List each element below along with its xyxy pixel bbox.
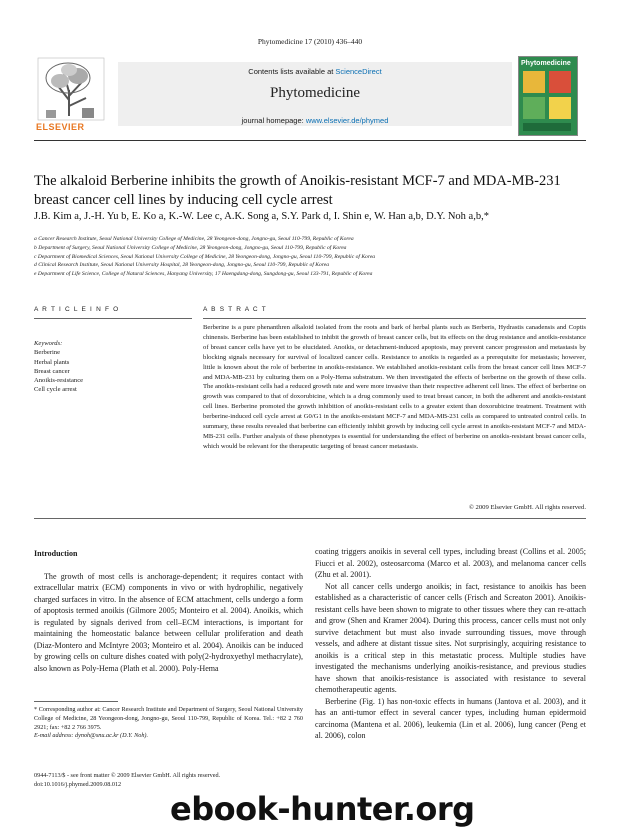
journal-reference: Phytomedicine 17 (2010) 436–440 — [257, 37, 363, 46]
contents-line — [118, 67, 512, 76]
homepage-line — [118, 116, 512, 125]
article-identifiers — [34, 772, 334, 790]
introduction-heading: Introduction — [34, 549, 78, 558]
keywords-label: Keywords: — [34, 340, 63, 347]
abstract-rule — [203, 318, 586, 319]
affiliation: b Department of Surgery, Seoul National University College of Medicine, 28 Yeongeon-dong, Jongno-gu, Seoul 110-799, Republic of Korea — [34, 244, 347, 251]
issn-line: 0944-7113/$ - see front matter © 2009 Elsevier GmbH. All rights reserved. — [34, 772, 221, 779]
body-column-right — [315, 546, 586, 742]
cover-title: Phytomedicine — [521, 60, 571, 67]
homepage-prefix: journal homepage: — [241, 116, 306, 125]
keyword: Herbal plants — [34, 358, 70, 366]
copyright-notice: © 2009 Elsevier GmbH. All rights reserved. — [468, 504, 586, 511]
watermark: ebook-hunter.org — [170, 790, 475, 828]
article-info-rule — [34, 318, 192, 319]
footnote — [34, 706, 303, 741]
keywords-block — [34, 339, 192, 395]
doi-line: doi:10.1016/j.phymed.2009.08.012 — [34, 780, 122, 788]
article-info-heading: A R T I C L E I N F O — [34, 306, 120, 313]
body-paragraph: Not all cancer cells undergo anoikis; in fact, resistance to anoikis has been established as a characteristic of cancer cells (Frisch and Screaton 2001). Anoikis-resistant cells have been shown to migrate to other tissues where they can re-attach and grow (Shen and Kramer 2004). During this process, cancer cells must not only survive detachment but must also invade surrounding tissues, move through vessels, and adhere at distant tissue sites. Not surprisingly, acquiring resistance to anoikis is a critical step in this metastatic process. Multiple studies have investigated the mechanisms underlying anoikis-resistance, and previous studies have shown that anoikis-resistance is associated with resistance to several chemotherapeutic agents. — [315, 581, 586, 694]
elsevier-wordmark: ELSEVIER — [36, 122, 85, 132]
corresponding-author-note: * Corresponding author at: Cancer Research Institute and Department of Surgery, Seoul National University College of Medicine, 28 Yeongeon-dong, Jongno-gu, Seoul 110-799, Republic of Korea. Tel.: +82 2 760 2921; fax: +82 2 766 3975. — [34, 706, 303, 731]
journal-cover-image — [518, 56, 578, 136]
affiliation: a Cancer Research Institute, Seoul National University College of Medicine, 28 Yeongeon-dong, Jongno-gu, Seoul 110-799, Republic of Korea — [34, 236, 354, 242]
affiliation: d Clinical Research Institute, Seoul National University Hospital, 28 Yeongeon-dong, Jongno-gu, Seoul 110-799, Republic of Korea — [34, 262, 330, 269]
masthead-rule — [34, 140, 586, 141]
body-paragraph: Berberine (Fig. 1) has non-toxic effects in humans (Jantova et al. 2003), and it has an anti-tumor effect in several cancer types, including human epidermoid carcinoma (Mantena et al. 2006), leukemia (Lin et al. 2006), lung cancer (Peng et al. 2006), colon — [315, 696, 586, 740]
affiliation: c Department of Biomedical Sciences, Seoul National University College of Medicine, 28 Yeongeon-dong, Jongno-gu, Seoul 110-799, Republic of Korea — [34, 253, 376, 260]
body-paragraph: coating triggers anoikis in several cell types, including breast (Collins et al. 2005; Fiucci et al. 2002), osteosarcoma (Marco et al. 2003), and melanoma cancer cells (Zhu et al. 2001). — [315, 547, 586, 579]
abstract-heading: A B S T R A C T — [203, 306, 267, 313]
author-list: J.B. Kim a, J.-H. Yu b, E. Ko a, K.-W. Lee c, A.K. Song a, S.Y. Park d, I. Shin e, W. Han a,b, D.Y. Noh a,b,* — [34, 211, 489, 222]
sciencedirect-link[interactable]: ScienceDirect — [335, 67, 382, 76]
keyword: Breast cancer — [34, 367, 70, 375]
abstract-text: Berberine is a pure phenanthren alkaloid isolated from the roots and bark of herbal plants such as Berberis, Hydrastis canadensis and Coptis chinensis. Berberine has been established to inhibit the growth of breast cancer cells, but its effects on the drug resistance and anoikis-resistance of breast cancer cells have yet to be elucidated. Anoikis, or detachment-induced apoptosis, may prevent cancer progression and metastasis by blocking signals necessary for survival of localized cancer cells. Resistance to anoikis is regarded as a prerequisite for metastasis; however, little is known about the role of berberine in anoikis-resistance. We established anoikis-resistant cells from the breast cancer cell lines MCF-7 and MDA-MB-231 by culturing them on a Poly-Hema substratum. We then investigated the effects of berberine on the growth of these cells. The anoikis-resistant cells had a reduced growth rate and were more invasive than their respective adherent cell lines. The effect of berberine on growth was compared to that of doxorubicine, which is a drug commonly used to treat breast cancer, in both the adherent and anoikis-resistant cell lines. Berberine promoted the growth inhibition of anoikis-resistant cells to a greater extent than doxorubicine treatment. Treatment with berberine-induced cell cycle arrest at G0/G1 in the anoikis-resistant MCF-7 and MDA-MB-231 cells as compared to untreated control cells. In summary, these results revealed that berberine can efficiently inhibit growth by inducing cell cycle arrest in anoikis-resistant MCF-7 and MDA-MB-231 cells. Further analysis of these phenotypes is essential for understanding the effect of berberine on anoikis-resistant breast cancer cells, which would be relevant for the therapeutic targeting of breast cancer metastasis. — [203, 324, 586, 450]
journal-masthead — [34, 56, 586, 134]
keyword: Berberine — [34, 349, 60, 357]
body-paragraph: The growth of most cells is anchorage-dependent; it requires contact with extracellular matrix (ECM) components in vivo or with hydrophilic, negatively charged surfaces in vitro. In the absence of ECM attachment, cells undergo a form of apoptosis termed anoikis (Gilmore 2005; Monteiro et al. 2004). Anoikis, which is regulated by signals derived from cell–ECM interactions, is important for maintaining the homeostatic balance between cellular proliferation and death (Diaz-Montero and McIntyre 2003; Monteiro et al. 2004). Anoikis can be induced by growing cells on culture dishes coated with poly(2-hydroxyethyl methacrylate), also known as Poly-Hema (Plath et al. 2000). Poly-Hema — [34, 571, 303, 673]
footnote-rule — [34, 701, 118, 702]
contents-prefix: Contents lists available at — [248, 67, 336, 76]
keyword: Cell cycle arrest — [34, 386, 77, 394]
body-column-left — [34, 548, 303, 674]
homepage-link[interactable]: www.elsevier.de/phymed — [305, 116, 389, 125]
affiliation: e Department of Life Science, College of Natural Sciences, Hanyang University, 17 Haengdang-dong, Sungdong-gu, Seoul 133-791, Republic of Korea — [34, 271, 373, 278]
keyword: Anoikis-resistance — [34, 377, 84, 385]
affiliations — [34, 235, 586, 279]
email-note: E-mail address: dynoh@snu.ac.kr (D.Y. Noh). — [34, 732, 149, 740]
elsevier-tree-logo — [34, 56, 108, 134]
abstract-bottom-rule — [34, 518, 586, 519]
journal-title: Phytomedicine — [270, 85, 360, 101]
article-title: The alkaloid Berberine inhibits the growth of Anoikis-resistant MCF-7 and MDA-MB-231 breast cancer cell lines by inducing cell cycle arrest — [34, 173, 561, 208]
journal-banner — [118, 62, 512, 126]
